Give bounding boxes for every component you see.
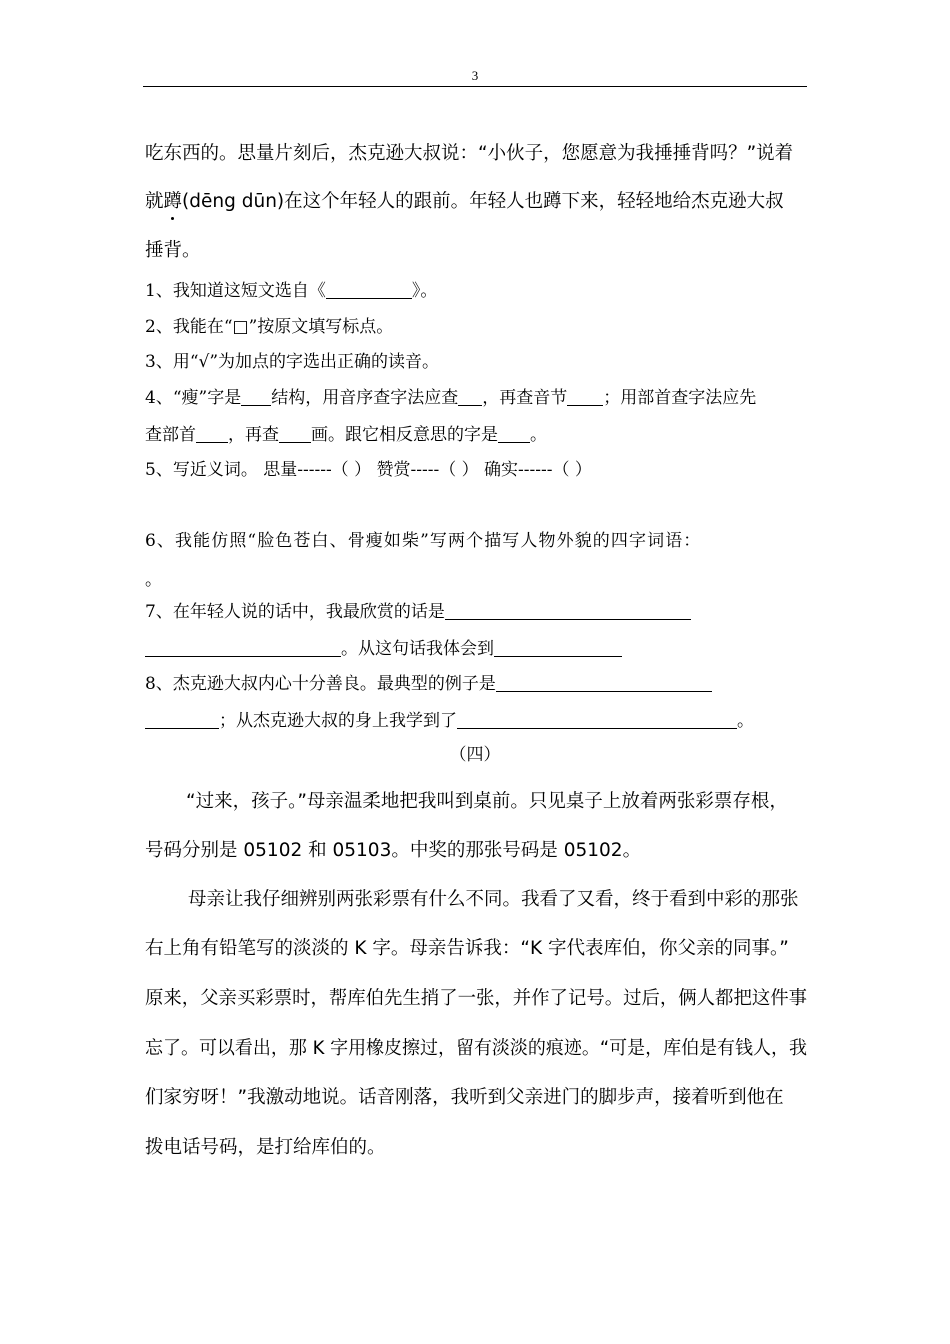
answer-blank[interactable] bbox=[145, 711, 219, 729]
question-6: 6、我能仿照“脸色苍白、骨瘦如柴”写两个描写人物外貌的四字词语： bbox=[145, 531, 702, 551]
question-text: ；从杰克逊大叔的身上我学到了 bbox=[219, 711, 457, 731]
passage-line-1: 吃东西的。思量片刻后，杰克逊大叔说：“小伙子，您愿意为我捶捶背吗？”说着 bbox=[145, 143, 794, 164]
answer-blank[interactable] bbox=[457, 711, 737, 729]
header-rule bbox=[143, 86, 807, 87]
question-6-end: 。 bbox=[145, 570, 162, 590]
passage-line-3: 捶背。 bbox=[145, 240, 201, 261]
question-text: 。 bbox=[737, 711, 754, 731]
section4-paragraph-line: 原来，父亲买彩票时，帮库伯先生捎了一张，并作了记号。过后，俩人都把这件事 bbox=[145, 988, 808, 1009]
answer-blank[interactable] bbox=[145, 639, 341, 657]
question-4 bbox=[145, 383, 756, 408]
passage-text: (dēng dūn)在这个年轻人的跟前。年轻人也蹲下来，轻轻地给杰克逊大叔 bbox=[182, 191, 784, 212]
question-text: ，再查 bbox=[228, 425, 279, 445]
section4-paragraph-line: 母亲让我仔细辨别两张彩票有什么不同。我看了又看，终于看到中彩的那张 bbox=[188, 889, 799, 910]
question-8 bbox=[145, 669, 712, 694]
section-title: （四） bbox=[449, 745, 501, 765]
question-7-continued bbox=[145, 634, 622, 659]
answer-blank[interactable] bbox=[567, 388, 603, 406]
answer-blank[interactable] bbox=[241, 388, 271, 406]
answer-blank[interactable] bbox=[498, 425, 530, 443]
question-3: 3、用“√”为加点的字选出正确的读音。 bbox=[145, 352, 440, 372]
answer-blank[interactable] bbox=[196, 425, 228, 443]
answer-blank[interactable] bbox=[326, 281, 412, 299]
question-text: 画。跟它相反意思的字是 bbox=[311, 425, 498, 445]
section4-paragraph-line: 忘了。可以看出，那 K 字用橡皮擦过，留有淡淡的痕迹。“可是，库伯是有钱人，我 bbox=[145, 1038, 807, 1059]
dotted-character: 蹲 bbox=[164, 187, 183, 213]
answer-blank[interactable] bbox=[494, 639, 622, 657]
question-7 bbox=[145, 597, 691, 622]
question-text: 结构，用音序查字法应查 bbox=[271, 388, 459, 408]
answer-blank[interactable] bbox=[496, 674, 712, 692]
question-text: 4、“瘦”字是 bbox=[145, 388, 242, 408]
question-2: 2、我能在“□”按原文填写标点。 bbox=[145, 317, 394, 337]
section4-paragraph-line: 们家穷呀！”我激动地说。话音刚落，我听到父亲进门的脚步声，接着听到他在 bbox=[145, 1087, 784, 1108]
section4-paragraph-line: 号码分别是 05102 和 05103。中奖的那张号码是 05102。 bbox=[145, 840, 642, 861]
question-text: 8、杰克逊大叔内心十分善良。最典型的例子是 bbox=[145, 674, 496, 694]
question-8-continued bbox=[145, 706, 754, 731]
answer-blank[interactable] bbox=[445, 602, 691, 620]
question-5: 5、写近义词。 思量------（ ） 赞赏-----（ ） 确实------（ ） bbox=[145, 460, 592, 480]
question-text: 。 bbox=[530, 425, 547, 445]
question-4-continued bbox=[145, 420, 547, 445]
question-text: 1、我知道这短文选自《 bbox=[145, 281, 326, 301]
answer-blank[interactable] bbox=[458, 388, 482, 406]
page-number: 3 bbox=[471, 68, 479, 83]
question-text: 。从这句话我体会到 bbox=[341, 639, 494, 659]
question-text: 7、在年轻人说的话中，我最欣赏的话是 bbox=[145, 602, 445, 622]
passage-line-2 bbox=[145, 187, 784, 213]
section4-paragraph-line: 右上角有铅笔写的淡淡的 K 字。母亲告诉我：“K 字代表库伯，你父亲的同事。” bbox=[145, 938, 789, 959]
question-text: 查部首 bbox=[145, 425, 196, 445]
passage-text: 就 bbox=[145, 191, 164, 212]
question-text: ，再查音节 bbox=[482, 388, 568, 408]
question-text: 》。 bbox=[411, 281, 438, 301]
section4-paragraph-line: 拨电话号码，是打给库伯的。 bbox=[145, 1137, 386, 1158]
answer-blank[interactable] bbox=[279, 425, 311, 443]
question-1 bbox=[145, 276, 437, 301]
question-text: ；用部首查字法应先 bbox=[603, 388, 757, 408]
section4-paragraph-line: “过来，孩子。”母亲温柔地把我叫到桌前。只见桌子上放着两张彩票存根， bbox=[186, 791, 788, 812]
